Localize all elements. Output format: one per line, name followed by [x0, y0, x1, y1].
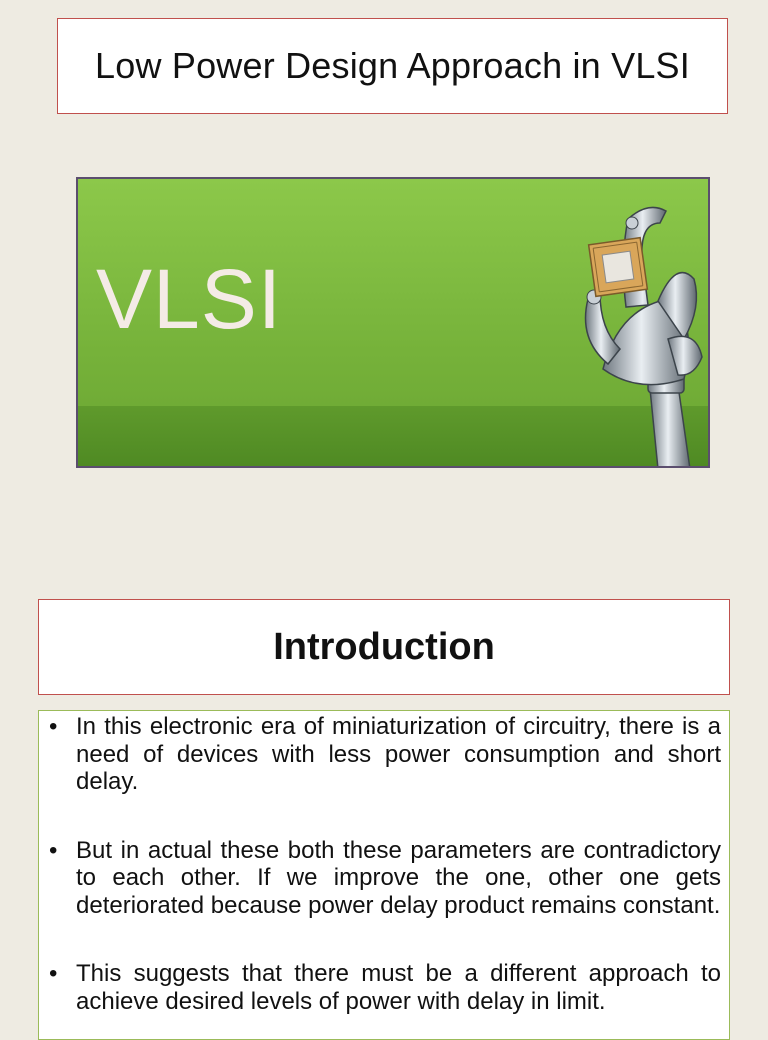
- bullet-dot: •: [49, 960, 58, 987]
- bullet-text: In this electronic era of miniaturization of circuitry, there is a need of devices with less power consumption and short delay.: [76, 713, 721, 795]
- bullet-dot: •: [49, 836, 58, 864]
- section-heading-box: [38, 599, 730, 695]
- bullet-item: [47, 837, 721, 920]
- bullet-content-box: [38, 710, 730, 1040]
- bullet-text: But in actual these both these parameters are contradictory to each other. If we improve the one, other one gets deteriorated because power delay product remains constant.: [76, 836, 721, 919]
- bullet-item: [47, 713, 721, 796]
- vlsi-banner-image: [76, 177, 710, 468]
- bullet-text: This suggests that there must be a different approach to achieve desired levels of power with delay in limit.: [76, 960, 721, 1015]
- bullet-item: [47, 960, 721, 1015]
- bullet-list: [47, 713, 721, 1015]
- slide-title: Low Power Design Approach in VLSI: [95, 45, 690, 86]
- slide-title-box: [57, 18, 728, 114]
- banner-word: VLSI: [96, 252, 283, 346]
- robot-hand-icon: [508, 189, 708, 468]
- section-heading: Introduction: [273, 625, 495, 668]
- bullet-dot: •: [49, 713, 58, 740]
